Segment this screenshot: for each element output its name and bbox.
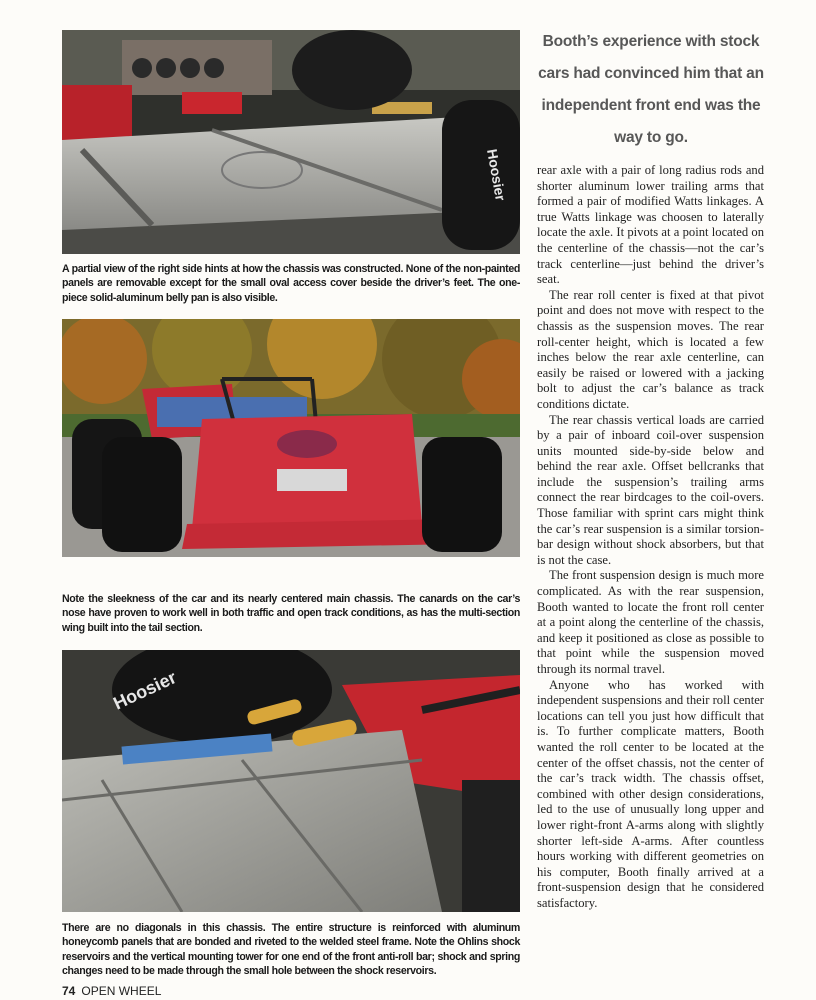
caption-chassis-right-side: A partial view of the right side hints at how the chassis was constructed. None of the non-painted panels are removable except for the small oval access cover beside the driver’s feet. The one-piece solid-aluminum belly pan is also visible. — [62, 263, 520, 304]
page-footer — [62, 984, 161, 998]
photo-chassis-shocks-closeup — [62, 650, 520, 912]
caption-car-front-view: Note the sleekness of the car and its nearly centered main chassis. The canards on the car’s nose have proven to work well in both traffic and open track conditions, as has the multi-section wing built into the tail section. — [62, 593, 520, 634]
body-paragraph: The front suspension design is much more complicated. As with the rear suspension, Booth wanted to locate the front roll center at a point along the centerline of the chassis, and keep it positioned as close as possible to that point while the suspension moved through its normal travel. — [537, 568, 764, 676]
magazine-name: OPEN WHEEL — [81, 984, 162, 998]
caption-chassis-shocks: There are no diagonals in this chassis. The entire structure is reinforced with aluminum honeycomb panels that are bonded and riveted to the welded steel frame. Note the Ohlins shock reservoirs and the vertical mounting tower for one end of the front anti-roll bar; shock and spring changes need to be made through the small hole between the shock reservoirs. — [62, 922, 520, 978]
tire-sidewall-text: Hoosier — [484, 147, 509, 202]
photo-chassis-right-side — [62, 30, 520, 254]
page-number: 74 — [62, 984, 76, 998]
photo-car-front-view — [62, 319, 520, 557]
body-paragraph: Anyone who has worked with independent suspensions and their roll center locations can tell you just how difficult that is. To further complicate matters, Booth wanted the roll center to be located at the center of the offset chassis, not the center of the car’s track width. The chassis offset, combined with other design considerations, led to the use of unusually long upper and lower right-front A-arms along with slightly shorter left-side A-arms. After countless hours working with different geometries on his computer, Booth finally arrived at a front-suspension design that he considered satisfactory. — [537, 677, 764, 910]
article-body — [537, 163, 764, 912]
tire-sidewall-text: Hoosier — [110, 667, 180, 714]
body-paragraph: The rear chassis vertical loads are carried by a pair of inboard coil-over suspension units mounted side-by-side below and behind the rear axle. Offset bellcranks that include the suspension’s trailing arms connect the rear birdcages to the coil-overs. Those familiar with sprint cars might think the car’s rear suspension is a similar torsion-bar design without shock absorbers, but that is not the case. — [537, 412, 764, 567]
body-paragraph: The rear roll center is fixed at that pivot point and does not move with respect to the chassis as the suspension moves. The rear roll-center height, which is located a few inches below the rear axle centerline, can easily be raised or lowered with a jacking bolt to adjust the car’s balance as track conditions dictate. — [537, 287, 764, 411]
pull-quote: Booth’s experience with stock cars had convinced him that an independent front end was the way to go. — [538, 33, 764, 146]
body-paragraph: rear axle with a pair of long radius rods and shorter aluminum lower trailing arms that formed a pair of modified Watts linkages. A true Watts linkage was choosen to laterally locate the axle. It pivots at a point located on the centerline of the chassis—not the car’s track centerline—just behind the driver’s seat. — [537, 163, 764, 287]
